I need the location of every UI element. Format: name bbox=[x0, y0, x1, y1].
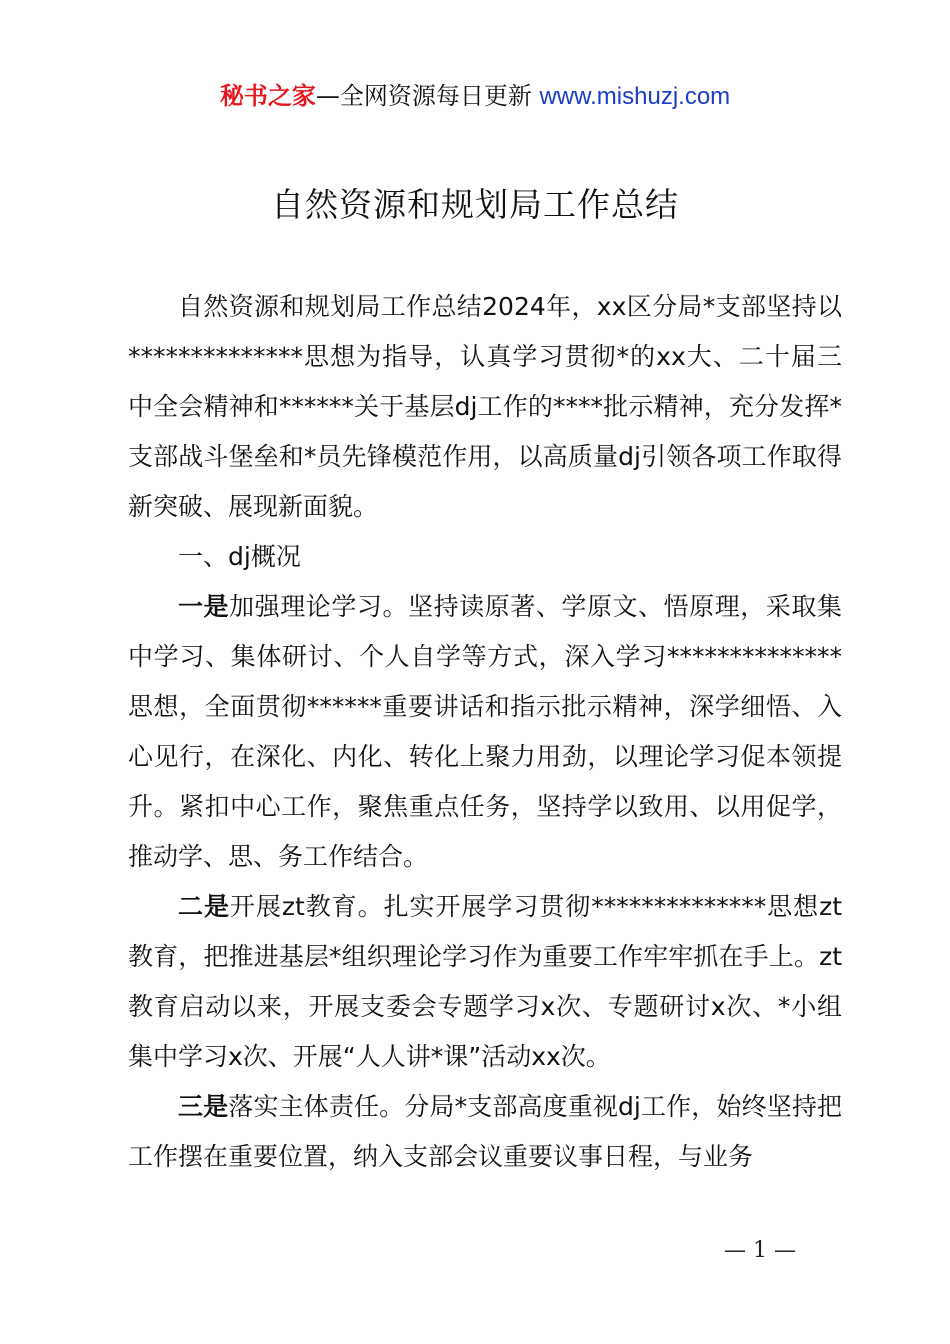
item-lead: 二是 bbox=[178, 892, 230, 921]
brand-name: 秘书之家 bbox=[219, 82, 316, 110]
item-text: 加强理论学习。坚持读原著、学原文、悟原理，采取集中学习、集体研讨、个人自学等方式，深入学习**************思想，全面贯彻******重要讲话和指示批示精神，深学细悟、入心见行，在深化、内化、转化上聚力用劲，以理论学习促本领提升。紧扣中心工作，聚焦重点任务，坚持学以致用、以用促学，推动学、思、务工作结合。 bbox=[128, 592, 842, 871]
header-tagline: —全网资源每日更新 bbox=[315, 82, 532, 110]
document-title: 自然资源和规划局工作总结 bbox=[271, 185, 679, 224]
item-lead: 一是 bbox=[178, 592, 230, 621]
list-item bbox=[128, 882, 842, 1082]
item-text: 开展zt教育。扎实开展学习贯彻**************思想zt教育，把推进基层*组织理论学习作为重要工作牢牢抓在手上。zt教育启动以来，开展支委会专题学习x次、专题研讨x次、*小组集中学习x次、开展“人人讲*课”活动xx次。 bbox=[128, 892, 842, 1071]
list-item bbox=[128, 582, 842, 882]
document-body bbox=[128, 282, 842, 1182]
item-lead: 三是 bbox=[178, 1092, 229, 1121]
site-header bbox=[0, 80, 950, 113]
section-heading: 一、dj概况 bbox=[178, 542, 301, 571]
site-url-link[interactable]: www.mishuzj.com bbox=[539, 83, 731, 110]
intro-paragraph: 自然资源和规划局工作总结2024年，xx区分局*支部坚持以**************思想为指导，认真学习贯彻*的xx大、二十届三中全会精神和******关于基层dj工作的****批示精神，充分发挥*支部战斗堡垒和*员先锋模范作用，以高质量dj引领各项工作取得新突破、展现新面貌。 bbox=[128, 292, 842, 521]
item-text: 落实主体责任。分局*支部高度重视dj工作，始终坚持把工作摆在重要位置，纳入支部会议重要议事日程，与业务 bbox=[128, 1092, 842, 1171]
page-number: — 1 — bbox=[724, 1238, 796, 1263]
list-item bbox=[128, 1082, 842, 1182]
